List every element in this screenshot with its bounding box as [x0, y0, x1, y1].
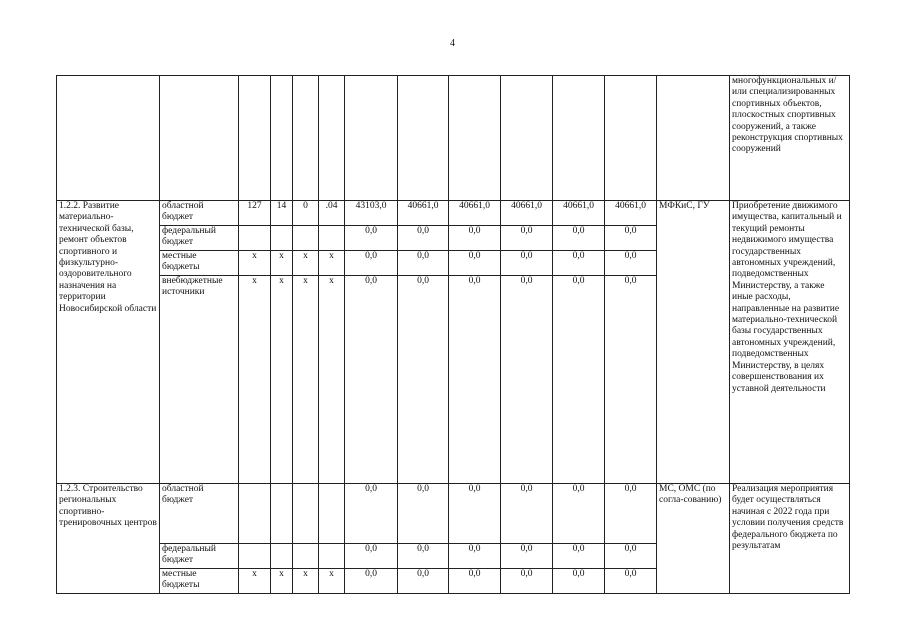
- item-122-note: Приобретение движимого имущества, капитальный и текущий ремонты недвижимого имущества государственных автономных учреждений, подведомственных Министерству, а также иные расходы, направленные на развитие материально-технической базы государственных автономных учреждений, подведомственных Министерству, в целях совершенствования их уставной деятельности: [730, 201, 850, 484]
- table-row: федеральный бюджет 0,0 0,0 0,0 0,0 0,0 0,0: [57, 544, 850, 569]
- item-123-executor: МС, ОМС (по согла-сованию): [657, 484, 730, 594]
- top-note: многофункциональных и/или специализированных спортивных объектов, плоскостных спортивных сооружений, а также реконструкция спортивных сооружений: [730, 76, 850, 201]
- table-row: 1.2.3. Строительство региональных спортивно-тренировочных центров областной бюджет 0,0 0,0 0,0 0,0 0,0 0,0 МС, ОМС (по согла-сованию) Реализация мероприятия будет осуществляться начиная с 2022 года при условии получения средств федерального бюджета по результатам: [57, 484, 850, 544]
- item-123-note: Реализация мероприятия будет осуществляться начиная с 2022 года при условии получения средств федерального бюджета по результатам: [730, 484, 850, 594]
- table-row: местные бюджеты х х х х 0,0 0,0 0,0 0,0 0,0 0,0: [57, 569, 850, 594]
- program-table: [56, 75, 850, 594]
- item-122-executor: МФКиС, ГУ: [657, 201, 730, 484]
- table-row: 1.2.2. Развитие материально-технической базы, ремонт объектов спортивного и физкультурно-оздоровительного назначения на территории Новосибирской области областной бюджет 127 14 0 .04 43103,0 40661,0 40661,0 40661,0 40661,0 40661,0 МФКиС, ГУ Приобретение движимого имущества, капитальный и текущий ремонты недвижимого имущества государственных автономных учреждений, подведомственных Министерству, а также иные расходы, направленные на развитие материально-технической базы государственных автономных учреждений, подведомственных Министерству, в целях совершенствования их уставной деятельности: [57, 201, 850, 226]
- item-123-title: 1.2.3. Строительство региональных спортивно-тренировочных центров: [57, 484, 160, 594]
- table-row: федеральный бюджет 0,0 0,0 0,0 0,0 0,0 0,0: [57, 226, 850, 251]
- table-row: [57, 76, 850, 201]
- table-row: местные бюджеты х х х х 0,0 0,0 0,0 0,0 0,0 0,0: [57, 251, 850, 276]
- page-number: 4: [450, 38, 455, 49]
- table-row: внебюджетные источники х х х х 0,0 0,0 0,0 0,0 0,0 0,0: [57, 276, 850, 484]
- source-cell: областной бюджет: [160, 201, 239, 226]
- item-122-title: 1.2.2. Развитие материально-технической базы, ремонт объектов спортивного и физкультурно-оздоровительного назначения на территории Новосибирской области: [57, 201, 160, 484]
